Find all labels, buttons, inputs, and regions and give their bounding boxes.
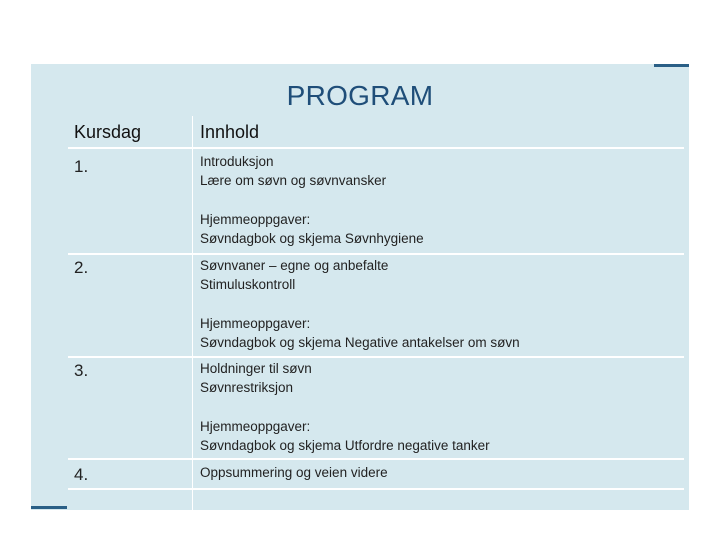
- row-3-day: 3.: [74, 361, 89, 380]
- row-1-content: Introduksjon Lære om søvn og søvnvansker: [200, 154, 387, 188]
- row-divider: [68, 488, 684, 490]
- row-4-day: 4.: [74, 465, 89, 484]
- row-divider: [68, 458, 684, 460]
- accent-bar-top: [654, 64, 689, 67]
- row-3-content: Holdninger til søvn Søvnrestriksjon: [200, 361, 312, 395]
- row-divider: [68, 253, 684, 255]
- row-2-day: 2.: [74, 258, 89, 277]
- column-header-content: Innhold: [200, 122, 260, 142]
- page-title: PROGRAM: [286, 80, 434, 111]
- row-2-homework: Hjemmeoppgaver: Søvndagbok og skjema Negative antakelser om søvn: [200, 316, 520, 350]
- row-1-day: 1.: [74, 157, 89, 176]
- row-1-homework: Hjemmeoppgaver: Søvndagbok og skjema Søvnhygiene: [200, 212, 424, 246]
- row-divider: [68, 356, 684, 358]
- row-4-content: Oppsummering og veien videre: [200, 465, 388, 480]
- column-header-day: Kursdag: [74, 122, 142, 142]
- column-divider: [192, 116, 193, 510]
- row-3-homework: Hjemmeoppgaver: Søvndagbok og skjema Utfordre negative tanker: [200, 419, 490, 453]
- row-divider: [68, 147, 684, 149]
- row-2-content: Søvnvaner – egne og anbefalte Stimuluskontroll: [200, 258, 389, 292]
- accent-bar-bottom: [31, 506, 67, 509]
